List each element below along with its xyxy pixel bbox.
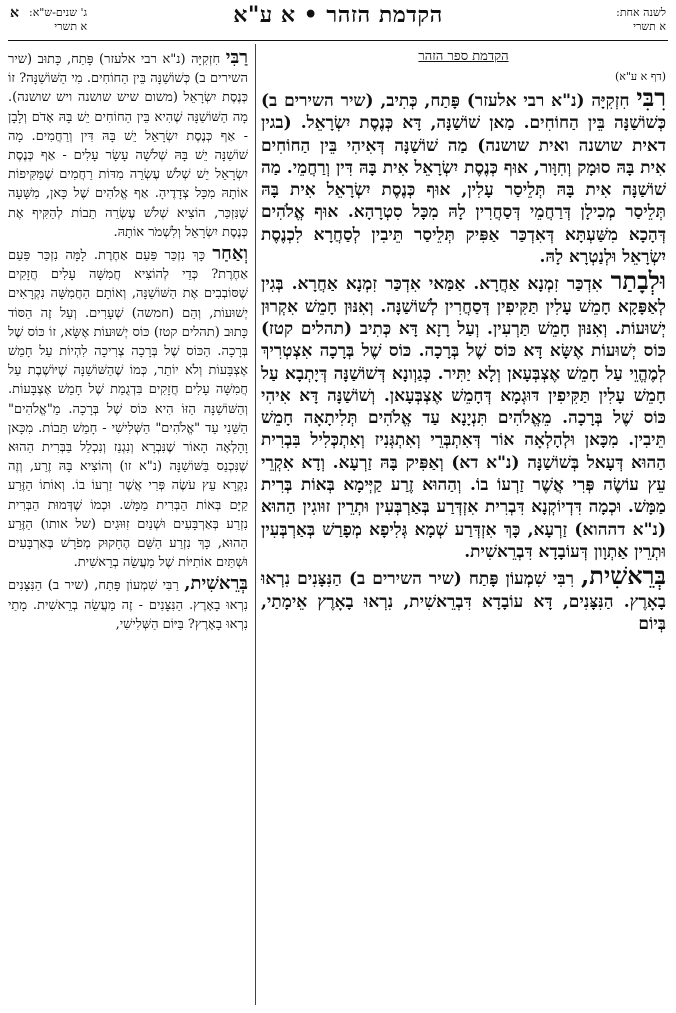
opening-word: בְּרֵאשִׁית, [580,561,666,591]
header-left [10,6,87,34]
translation-paragraph [8,244,248,572]
main-heading: הקדמת ספר הזהר [418,49,509,64]
translation-paragraph [8,48,248,242]
paragraph-text: כָּךְ נִזְכַּר פַּעַם אַחֶרֶת. לָמָּה נִזְכַּר פַּעַם אַחֶרֶת? כְּדֵי לְהוֹצִיא חֲמִשָּׁה עָלִים חֲזָקִים שֶׁסּוֹבְבִים אֶת הַשּׁוֹשַׁנָּה, וְאוֹתָם הַחֲמִשָּׁה נִקְרָאִים יְשׁוּעוֹת, וְהֵם (חמשה) שְׁעָרִים. וְעַל זֶה הַסּוֹד כָּתוּב (תהלים קטז) כּוֹס יְשׁוּעוֹת אֶשָּׂא, זוֹ כּוֹס שֶׁל בְּרָכָה. הַכּוֹס שֶׁל בְּרָכָה צְרִיכָה לִהְיוֹת עַל חָמֵשׁ אֶצְבָּעוֹת וְלֹא יוֹתֵר, כְּמוֹ שֶׁהַשּׁוֹשַׁנָּה שֶׁיּוֹשֶׁבֶת עַל חֲמִשָּׁה עָלִים חֲזָקִים בִּדְגֻמַת שֶׁל חָמֵשׁ אֶצְבָּעוֹת. וְהַשּׁוֹשַׁנָּה הַזּוֹ הִיא כּוֹס שֶׁל בְּרָכָה. מֵ"אֱלֹהִים" הַשֵּׁנִי עַד "אֱלֹהִים" הַשְּׁלִישִׁי - חָמֵשׁ תֵּבוֹת. מִכָּאן וָהָלְאָה הָאוֹר שֶׁנִּבְרָא וְנִגְנַז וְנִכְלַל בַּבְּרִית הַהוּא שֶׁנִּכְנַס בַּשּׁוֹשַׁנָּה (נ"א זו) וְהוֹצִיא בָּהּ זֶרַע, וְזֶה נִקְרָא עֵץ עֹשֶׂה פְּרִי אֲשֶׁר זַרְעוֹ בוֹ. וְאוֹתוֹ הַזֶּרַע קַיָּם בְּאוֹת הַבְּרִית מַמָּשׁ. וּכְמוֹ שֶׁדְּמוּת הַבְּרִית נִזְרַע בְּאַרְבָּעִים וּשְׁנַיִם זִוּוּגִים (של אותו) הַזֶּרַע הַהוּא, כָּךְ נִזְרַע הַשֵּׁם הֶחָקוּק מְפֹרָשׁ בְּאַרְבָּעִים וּשְׁתַּיִם אוֹתִיּוֹת שֶׁל מַעֲשֵׂה בְרֵאשִׁית. [8,248,248,571]
opening-word: רִבִּי [636,83,666,112]
header-left-label: ג' שנים-ש"א: [29,6,88,19]
opening-word: וְאַחַר [212,243,248,265]
opening-word: בְּרֵאשִׁית, [184,573,248,595]
column-divider [255,44,256,1005]
translation-paragraph [8,574,248,634]
paragraph-text: רַבִּי שִׁמְעוֹן פָּתַח, (שיר ב) הַנִּצָּנִים נִרְאוּ בָאָרֶץ. הַנִּצָּנִים - זֶה מַעֲשֵׂה בְרֵאשִׁית. מָתַי נִרְאוּ בָאָרֶץ? בַּיּוֹם הַשְּׁלִישִׁי, [8,578,248,632]
opening-word: וּלְבָתַר [610,266,666,296]
translation-column [8,48,248,636]
header-right-label: לשנה אחת: [616,6,666,19]
opening-word: רַבִּי [225,47,248,68]
folio-reference: (דף א ע"א) [614,70,666,83]
main-paragraph [261,561,666,635]
paragraph-text: אִדְכַּר זִמְנָא אַחֲרָא. אַמַּאי אִדְכַּר זִמְנָא אַחֲרָא. בְּגִין לְאַפָּקָא חָמֵשׁ עָלִין תַּקִּיפִין דְּסַחֲרִין לְשׁוֹשַׁנָּה. וְאִנּוּן חָמֵשׁ אִקְרוּן יְשׁוּעוֹת. וְאִנּוּן חָמֵשׁ תַּרְעִין. וְעַל רָזָא דָּא כְּתִיב (תהלים קטז) כּוֹס יְשׁוּעוֹת אֶשָּׂא דָּא כּוֹס שֶׁל בְּרָכָה. כּוֹס שֶׁל בְּרָכָה אִצְטְרִיךְ לְמֶהֱוֵי עַל חָמֵשׁ אֶצְבְּעָאן וְלָא יַתִּיר. כְּגַוְונָא דְּשׁוֹשַׁנָּה דְּיָתְבָא עַל חָמֵשׁ עָלִין תַּקִּיפִין דּוּגְמָא דְּחָמֵשׁ אֶצְבְּעָאן. וְשׁוֹשַׁנָּה דָּא אִיהִי כּוֹס שֶׁל בְּרָכָה. מֵאֱלֹהִים תִּנְיָנָא עַד אֱלֹהִים תְּלִיתָאָה חָמֵשׁ תֵּיבִין. מִכָּאן וּלְהָלְאָה אוֹר דְּאִתְבְּרֵי וְאִתְגְּנִיז וְאִתְכְּלִיל בִּבְרִית הַהוּא דְּעָאל בְּשׁוֹשַׁנָּה (נ"א דא) וְאַפִּיק בָּהּ זַרְעָא. וְדָא אִקְרֵי עֵץ עוֹשֶׂה פְּרִי אֲשֶׁר זַרְעוֹ בוֹ. וְהַהוּא זֶרַע קַיְּימָא בְּאוֹת בְּרִית מַמָּשׁ. וּכְמָה דִּדְיוֹקְנָא דִּבְרִית אִזְדְּרַע בְּאַרְבְּעִין וּתְרֵין זוּוגִין הַהוּא (נ"א דההוא) זַרְעָא, כָּךְ אִזְדְּרַע שְׁמָא גְּלִיפָא מְפָרַשׁ בְּאַרְבְּעִין וּתְרֵין אַתְוָון דְּעוֹבָדָא דִּבְרֵאשִׁית. [261,274,666,562]
main-paragraph [261,266,666,563]
paragraph-text: חִזְקִיָּה (נ"א רבי אלעזר) פָּתַח, כָּתוּב (שיר השירים ב) כְּשׁוֹשַׁנָּה בֵּין הַחוֹחִים. מִי הַשּׁוֹשַׁנָּה? זוֹ כְּנֶסֶת יִשְׂרָאֵל (משום שיש שושנה ויש שושנה). מָה הַשּׁוֹשַׁנָּה שֶׁהִיא בֵּין הַחוֹחִים יֵשׁ בָּהּ אָדֹם וְלָבָן - אַף כְּנֶסֶת יִשְׂרָאֵל יֵשׁ בָּהּ דִּין וְרַחֲמִים. מָה שׁוֹשַׁנָּה יֵשׁ בָּהּ שְׁלֹשָׁה עָשָׂר עָלִים - אַף כְּנֶסֶת יִשְׂרָאֵל יֵשׁ שְׁלֹשׁ עֶשְׂרֵה מִדּוֹת רַחֲמִים שֶׁמַּקִּיפוֹת אוֹתָהּ מִכָּל צְדָדֶיהָ. אַף אֱלֹהִים שֶׁל כָּאן, מִשָּׁעָה שֶׁנִּזְכַּר, הוֹצִיא שְׁלֹשׁ עֶשְׂרֵה תֵבוֹת לְהַקִּיף אֶת כְּנֶסֶת יִשְׂרָאֵל וְלִשְׁמֹר אוֹתָהּ. [8,52,248,240]
header-right-date: א תשרי [633,20,666,33]
main-column [261,48,666,637]
page-title: הקדמת הזהר • א ע"א [233,2,443,28]
page-number: א [10,5,19,21]
header-divider [8,40,668,41]
main-paragraph [261,83,666,268]
header-left-date: א תשרי [54,20,88,33]
paragraph-text: חִזְקִיָּה (נ"א רבי אלעזר) פָּתַח, כְּתִיב, (שיר השירים ב) כְּשׁוֹשַׁנָּה בֵּין הַחוֹחִים. מַאן שׁוֹשַׁנָּה, דָּא כְּנֶסֶת יִשְׂרָאֵל. (בגין דאית שושנה ואית שושנה) מַה שׁוֹשַׁנָּה דְּאִיהִי בֵּין הַחוֹחִים אִית בָּהּ סוּמָק וְחִוָּור, אוּף כְּנֶסֶת יִשְׂרָאֵל אִית בָּהּ דִּין וְרַחֲמֵי. מַה שׁוֹשַׁנָּה אִית בָּהּ תְּלֵיסַר עָלִין, אוּף כְּנֶסֶת יִשְׂרָאֵל אִית בָּהּ תְּלֵיסַר מְכִילָן דְּרַחֲמֵי דְּסַחֲרִין לָהּ מִכָּל סִטְרָהָא. אוּף אֱלֹהִים דְּהָכָא מִשַּׁעְתָּא דְּאִדְכַּר אַפִּיק תְּלֵיסַר תֵּיבִין לְסַחֲרָא לִכְנֶסֶת יִשְׂרָאֵל וּלְנַטְרָא לָהּ. [261,91,666,268]
paragraph-text: רִבִּי שִׁמְעוֹן פָּתַח (שיר השירים ב) הַנִּצָּנִים נִרְאוּ בָאָרֶץ. הַנִּצָּנִים, דָּא עוֹבָדָא דִּבְרֵאשִׁית, נִרְאוּ בָאָרֶץ אֵימָתַי, בְּיוֹם [261,569,666,634]
